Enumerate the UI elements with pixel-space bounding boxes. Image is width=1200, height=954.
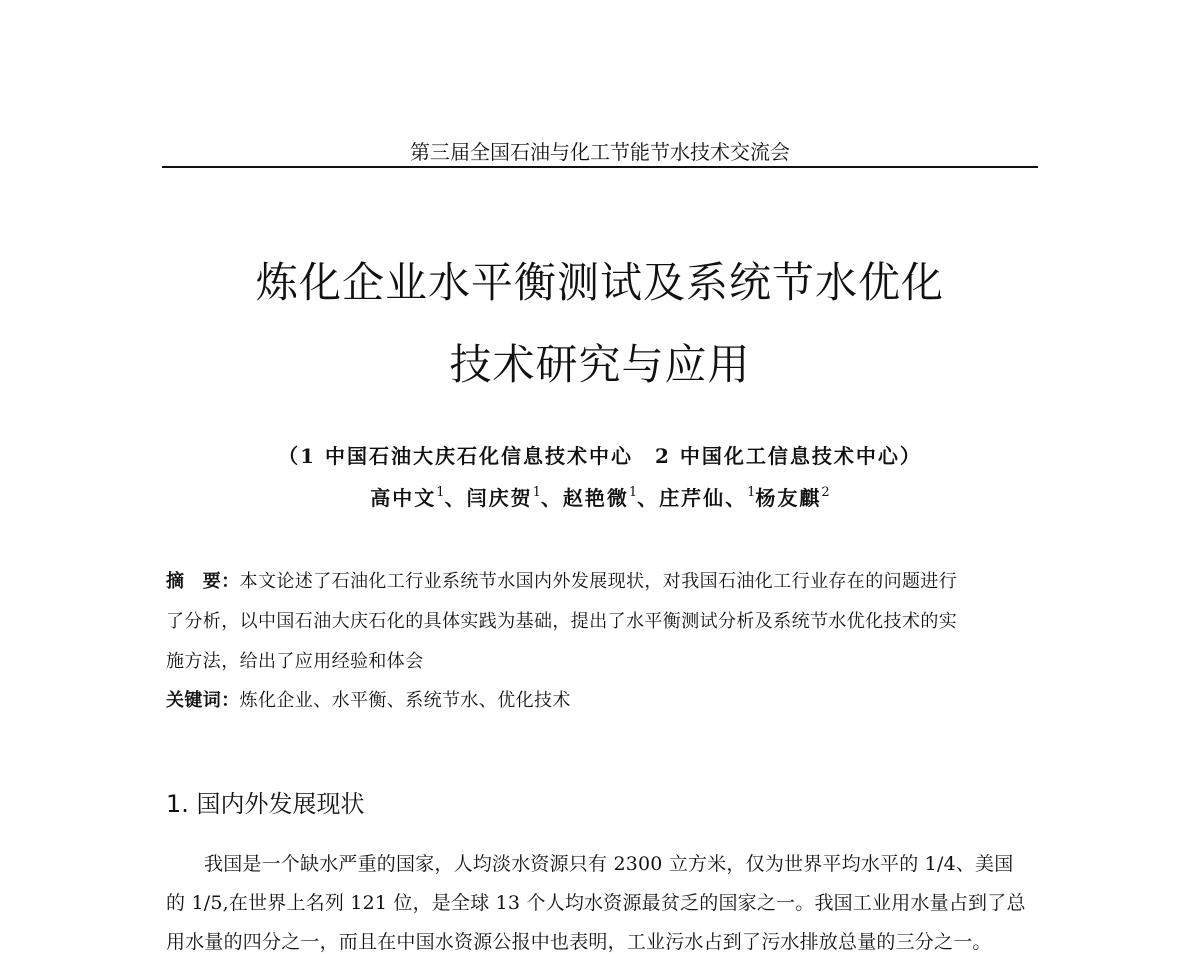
author-affil-mark: 1 [436, 485, 445, 500]
author-name: 赵艳微 [562, 486, 629, 510]
header-rule [162, 166, 1038, 168]
keywords-label: 关键词： [166, 690, 240, 711]
keywords-line [166, 681, 1036, 721]
affiliations: （1 中国石油大庆石化信息技术中心 2 中国化工信息技术中心） [278, 444, 922, 468]
paragraph-line: 用水量的四分之一，而且在中国水资源公报中也表明，工业污水占到了污水排放总量的三分之一。 [166, 931, 992, 953]
abstract-line: 了分析，以中国石油大庆石化的具体实践为基础，提出了水平衡测试分析及系统节水优化技术的实 [166, 611, 958, 632]
paragraph-line: 的 1/5,在世界上名列 121 位，是全球 13 个人均水资源最贫乏的国家之一。我国工业用水量占到了总 [166, 892, 1026, 914]
author-name: 庄芹仙 [659, 486, 726, 510]
abstract-label: 摘 要： [166, 571, 240, 592]
author-name: 闫庆贺 [466, 486, 533, 510]
abstract-line [166, 562, 1036, 602]
abstract-text: 本文论述了石油化工行业系统节水国内外发展现状，对我国石油化工行业存在的问题进行 [239, 571, 958, 592]
section-heading: 1. 国内外发展现状 [166, 790, 365, 818]
author-affil-mark: 1 [747, 485, 756, 500]
keywords-text: 炼化企业、水平衡、系统节水、优化技术 [239, 690, 571, 711]
running-header: 第三届全国石油与化工节能节水技术交流会 [410, 140, 790, 164]
paper-title-line-1: 炼化企业水平衡测试及系统节水优化 [255, 258, 944, 307]
author-affil-mark: 1 [628, 485, 638, 500]
paper-title-line-2: 技术研究与应用 [449, 340, 751, 389]
author-list: 高中文$^1$、闫庆贺$^1$、赵艳微$^1$、庄芹仙、$^1$杨友麒$^2$ [370, 485, 830, 510]
author-name: 杨友麒 [755, 486, 822, 510]
abstract-line: 施方法，给出了应用经验和体会 [166, 651, 424, 672]
author-name: 高中文 [370, 486, 437, 510]
author-affil-mark: 2 [821, 485, 830, 500]
paragraph-line: 我国是一个缺水严重的国家，人均淡水资源只有 2300 立方米，仅为世界平均水平的 1/4、美国 [204, 853, 1014, 875]
author-affil-mark: 1 [532, 485, 541, 500]
